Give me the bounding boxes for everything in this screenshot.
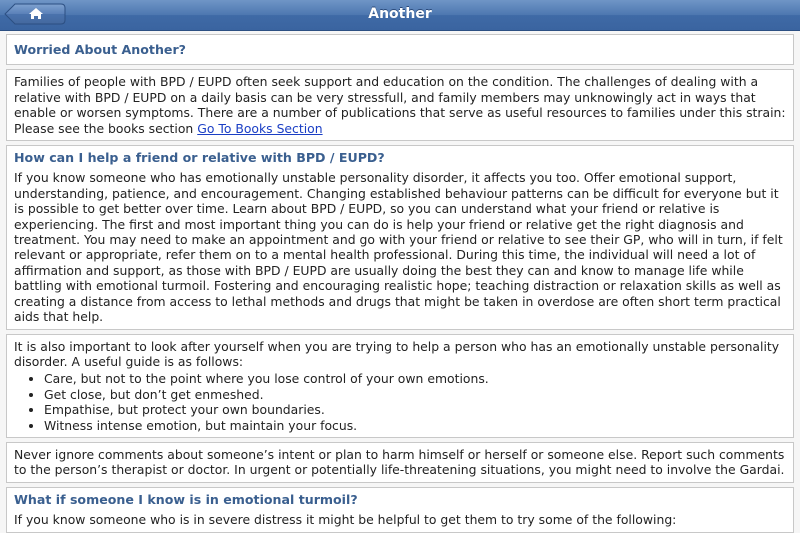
page-title: Another: [368, 6, 432, 22]
section-heading: How can I help a friend or relative with BPD / EUPD?: [14, 150, 385, 166]
section-heading: What if someone I know is in emotional turmoil?: [14, 491, 358, 507]
section-help-friend: [6, 145, 794, 329]
section-self-care: [6, 334, 794, 438]
nav-bar: [0, 0, 800, 31]
paragraph: Never ignore comments about someone’s intent or plan to harm himself or herself or someone else. Report such comments to the person’s therapist or doctor. In urgent or potentially life-threatening situations, you might need to involve the Gardai.: [14, 446, 785, 478]
list-item: • Care, but not to the point where you lose control of your own emotions.: [44, 371, 786, 386]
paragraph: It is also important to look after yourself when you are trying to help a person who has an emotionally unstable personality disorder. A useful guide is as follows:: [14, 338, 780, 369]
content-scroll[interactable]: [0, 34, 800, 528]
section-turmoil: [6, 487, 794, 533]
paragraph: If you know someone who has emotionally unstable personality disorder, it affects you too. Offer emotional support, understanding, patience, and encouragement. Changing established behaviour patterns can be difficult for everyone but it is possible to get better over time. Learn about BPD / EUPD, so you can understand what your friend or relative is experiencing. The first and most important thing you can do is help your friend or relative get the right diagnosis and treatment. You may need to make an appointment and go with your friend or relative to see their GP, who will in turn, if felt relevant or appropriate, refer them on to a mental health professional. During this time, the individual will need a lot of affirmation and support, as those with BPD / EUPD are usually doing the best they can and know to manage life while battling with emotional turmoil. Fostering and encouraging realistic hope; teaching distraction or relaxation skills as well as creating a distance from access to lethal methods and drugs that might be taken in overdose are often short term practical aids that help.: [14, 170, 783, 325]
guide-list: [14, 371, 786, 433]
paragraph: If you know someone who is in severe distress it might be helpful to get them to try some of the following:: [14, 512, 677, 528]
section-heading: Worried About Another?: [14, 42, 186, 57]
paragraph-text: Families of people with BPD / EUPD often seek support and education on the condition. The challenges of dealing with a relative with BPD / EUPD on a daily basis can be very stressfull, and family members may unknowingly act in ways that enable or worsen symptoms. There are a number of publications that serve as useful resources to families under this strain: Please see the books section: [14, 74, 786, 136]
section-warning: [6, 442, 794, 483]
paragraph: [14, 74, 786, 136]
section-header-worried: [6, 34, 794, 65]
list-item: • Witness intense emotion, but maintain your focus.: [44, 418, 786, 433]
list-item: • Empathise, but protect your own boundaries.: [44, 402, 786, 417]
list-item: • Get close, but don’t get enmeshed.: [44, 387, 786, 402]
section-body-worried: [6, 69, 794, 141]
go-to-books-link[interactable]: Go To Books Section: [197, 120, 323, 136]
